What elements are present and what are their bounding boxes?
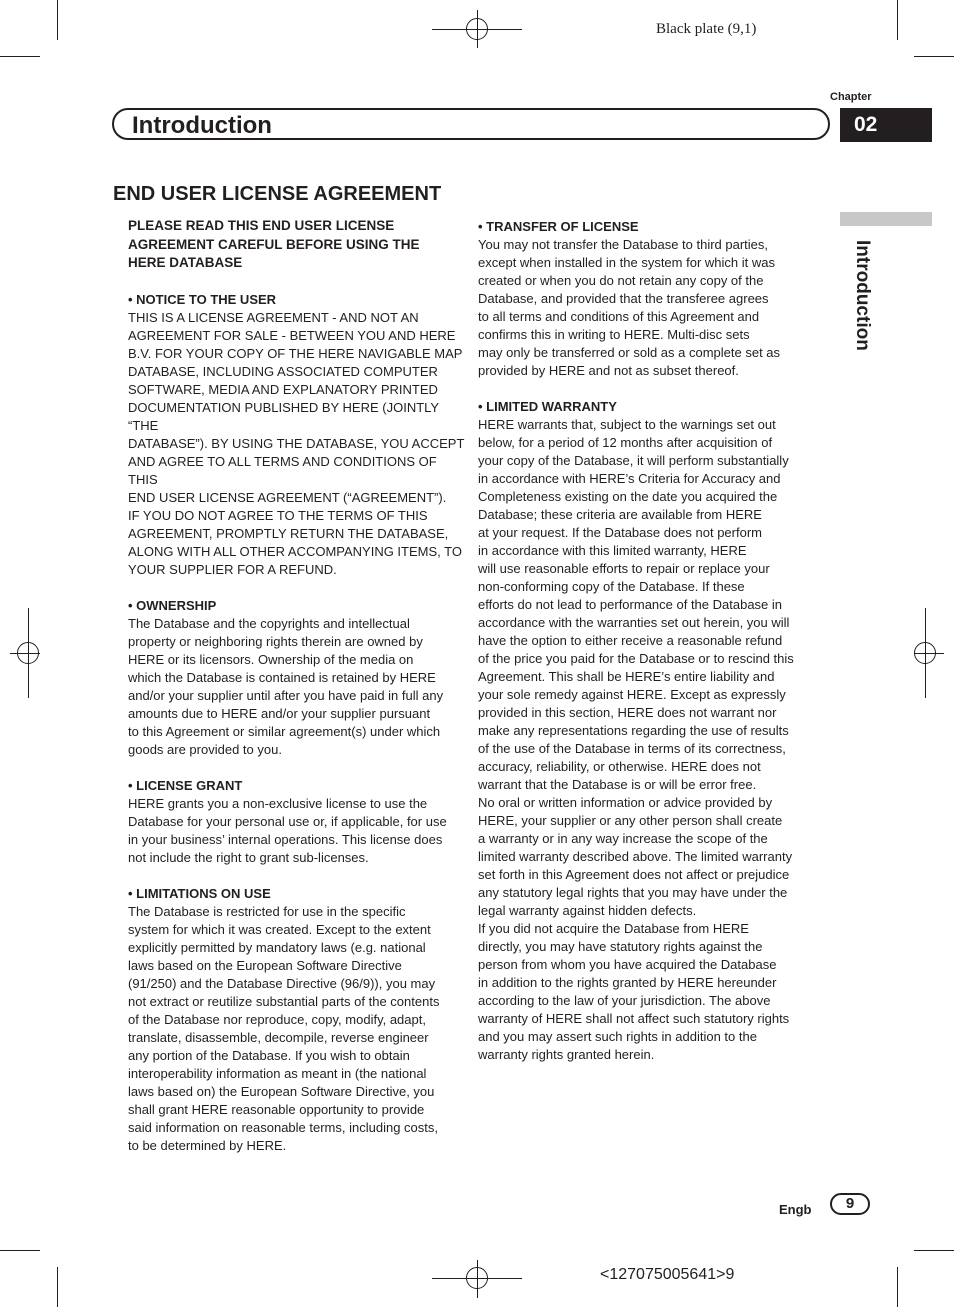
text-line: any portion of the Database. If you wish to obtain [128, 1047, 410, 1063]
text-line: limited warranty described above. The limited warranty [478, 849, 793, 864]
text-line: set forth in this Agreement does not affect or prejudice [478, 867, 790, 882]
text-line: to this Agreement or similar agreement(s) under which [128, 723, 441, 739]
left-column [128, 217, 468, 1155]
text-line: created or when you do not retain any copy of the [478, 273, 764, 288]
side-tab-label: Introduction [852, 240, 873, 351]
text-line: (91/250) and the Database Directive (96/9)), you may [128, 975, 436, 991]
text-line: your sole remedy against HERE. Except as expressly [478, 687, 786, 702]
crop-mark [897, 1267, 898, 1307]
text-line: HERE grants you a non-exclusive license to use the [128, 795, 428, 811]
text-line: warranty of HERE shall not affect such statutory rights [478, 1011, 790, 1026]
text-line: ALONG WITH ALL OTHER ACCOMPANYING ITEMS, TO [128, 543, 462, 559]
section-heading: • LICENSE GRANT [128, 777, 243, 793]
page-number: 9 [830, 1193, 870, 1215]
text-line: in addition to the rights granted by HERE hereunder [478, 975, 777, 990]
text-line: Completeness existing on the date you acquired the [478, 489, 778, 504]
text-line: accordance with the warranties set out herein, you will [478, 615, 790, 630]
intro-line: PLEASE READ THIS END USER LICENSE [128, 218, 395, 233]
text-line: HERE, your supplier or any other person shall create [478, 813, 783, 828]
page-heading: END USER LICENSE AGREEMENT [113, 183, 442, 205]
text-line: No oral or written information or advice provided by [478, 795, 773, 810]
text-line: HERE warrants that, subject to the warnings set out [478, 417, 776, 432]
text-line: The Database and the copyrights and intellectual [128, 615, 410, 631]
text-line: Database; these criteria are available from HERE [478, 507, 762, 522]
text-line: AGREEMENT FOR SALE - BETWEEN YOU AND HERE [128, 327, 456, 343]
text-line: of the price you paid for the Database or to rescind this [478, 651, 794, 666]
text-line: may only be transferred or sold as a complete set as [478, 345, 781, 360]
text-line: shall grant HERE reasonable opportunity to provide [128, 1101, 425, 1117]
text-line: system for which it was created. Except to the extent [128, 921, 431, 937]
text-line: to be determined by HERE. [128, 1137, 287, 1153]
text-line: will use reasonable efforts to repair or replace your [478, 561, 770, 576]
crop-mark [57, 0, 58, 40]
text-line: person from whom you have acquired the Database [478, 957, 777, 972]
text-line: Database, and provided that the transferee agrees [478, 291, 769, 306]
text-line: goods are provided to you. [128, 741, 282, 757]
text-line: except when installed in the system for which it was [478, 255, 775, 270]
right-column [478, 200, 823, 1064]
text-line: a warranty or in any way increase the scope of the [478, 831, 768, 846]
registration-mark-icon [914, 642, 936, 664]
text-line: at your request. If the Database does not perform [478, 525, 762, 540]
text-line: in your business’ internal operations. This license does [128, 831, 443, 847]
section-title-bar [112, 108, 830, 140]
chapter-label: Chapter [830, 91, 872, 103]
intro-line: AGREEMENT CAREFUL BEFORE USING THE [128, 236, 420, 252]
text-line: non-conforming copy of the Database. If these [478, 579, 745, 594]
crop-mark [57, 1267, 58, 1307]
text-line: to all terms and conditions of this Agreement and [478, 309, 760, 324]
text-line: according to the law of your jurisdiction. The above [478, 993, 771, 1008]
registration-mark-icon [17, 642, 39, 664]
text-line: and/or your supplier until after you have paid in full any [128, 687, 444, 703]
document-code: <127075005641>9 [600, 1266, 735, 1283]
text-line: explicitly permitted by mandatory laws (e.g. national [128, 939, 426, 955]
text-line: legal warranty against hidden defects. [478, 903, 697, 918]
text-line: in accordance with this limited warranty, HERE [478, 543, 747, 558]
text-line: confirms this in writing to HERE. Multi-disc sets [478, 327, 750, 342]
text-line: laws based on) the European Software Directive, you [128, 1083, 435, 1099]
chapter-number: 02 [840, 108, 932, 142]
intro-line: HERE DATABASE [128, 255, 243, 270]
text-line: your copy of the Database, it will perform substantially [478, 453, 789, 468]
section-heading: • TRANSFER OF LICENSE [478, 219, 639, 234]
text-line: DATABASE, INCLUDING ASSOCIATED COMPUTER [128, 363, 438, 379]
text-line: have the option to either receive a reasonable refund [478, 633, 783, 648]
text-line: of the Database nor reproduce, copy, modify, adapt, [128, 1011, 426, 1027]
text-line: efforts do not lead to performance of the Database in [478, 597, 783, 612]
text-line: in accordance with HERE’s Criteria for Accuracy and [478, 471, 781, 486]
text-line: AGREEMENT, PROMPTLY RETURN THE DATABASE, [128, 525, 449, 541]
crop-mark [914, 56, 954, 57]
registration-mark-icon [466, 18, 488, 40]
crop-mark [0, 56, 40, 57]
text-line: SOFTWARE, MEDIA AND EXPLANATORY PRINTED [128, 381, 438, 397]
text-line: amounts due to HERE and/or your supplier pursuant [128, 705, 431, 721]
text-line: IF YOU DO NOT AGREE TO THE TERMS OF THIS [128, 507, 428, 523]
text-line: not include the right to grant sub-licenses. [128, 849, 369, 865]
crop-mark [0, 1250, 40, 1251]
text-line: Database for your personal use or, if applicable, for use [128, 813, 447, 829]
text-line: of the use of the Database in terms of its correctness, [478, 741, 786, 756]
text-line: laws based on the European Software Directive [128, 957, 402, 973]
section-heading: • OWNERSHIP [128, 597, 217, 613]
text-line: directly, you may have statutory rights against the [478, 939, 763, 954]
crop-mark [897, 0, 898, 40]
text-line: make any representations regarding the use of results [478, 723, 789, 738]
text-line: DATABASE”). BY USING THE DATABASE, YOU ACCEPT [128, 435, 465, 451]
text-line: YOUR SUPPLIER FOR A REFUND. [128, 561, 337, 577]
text-line: warrant that the Database is or will be error free. [478, 777, 757, 792]
text-line: interoperability information as meant in (the national [128, 1065, 427, 1081]
text-line: B.V. FOR YOUR COPY OF THE HERE NAVIGABLE MAP [128, 345, 463, 361]
text-line: warranty rights granted herein. [478, 1047, 655, 1062]
text-line: HERE or its licensors. Ownership of the media on [128, 651, 414, 667]
text-line: Agreement. This shall be HERE’s entire liability and [478, 669, 775, 684]
text-line: You may not transfer the Database to third parties, [478, 237, 769, 252]
section-heading: • NOTICE TO THE USER [128, 291, 277, 307]
text-line: said information on reasonable terms, including costs, [128, 1119, 438, 1135]
section-title: Introduction [132, 112, 272, 139]
crop-mark [914, 1250, 954, 1251]
text-line: The Database is restricted for use in the specific [128, 903, 406, 919]
section-heading: • LIMITED WARRANTY [478, 399, 617, 414]
text-line: provided in this section, HERE does not warrant nor [478, 705, 777, 720]
section-heading: • LIMITATIONS ON USE [128, 885, 271, 901]
text-line: THIS IS A LICENSE AGREEMENT - AND NOT AN [128, 309, 419, 325]
registration-mark-icon [466, 1267, 488, 1289]
text-line: not extract or reutilize substantial parts of the contents [128, 993, 440, 1009]
text-line: END USER LICENSE AGREEMENT (“AGREEMENT”). [128, 489, 447, 505]
text-line: translate, disassemble, decompile, reverse engineer [128, 1029, 429, 1045]
text-line: If you did not acquire the Database from HERE [478, 921, 749, 936]
text-line: any statutory legal rights that you may have under the [478, 885, 788, 900]
footer-language: Engb [779, 1202, 812, 1217]
text-line: AND AGREE TO ALL TERMS AND CONDITIONS OF THIS [128, 453, 437, 487]
text-line: property or neighboring rights therein are owned by [128, 633, 423, 649]
plate-label: Black plate (9,1) [656, 21, 757, 37]
text-line: provided by HERE and not as subset thereof. [478, 363, 739, 378]
side-tab [845, 240, 875, 370]
text-line: accuracy, reliability, or otherwise. HERE does not [478, 759, 761, 774]
text-line: and you may assert such rights in addition to the [478, 1029, 757, 1044]
text-line: which the Database is contained is retained by HERE [128, 669, 436, 685]
side-tab-marker [840, 212, 932, 226]
text-line: DOCUMENTATION PUBLISHED BY HERE (JOINTLY “THE [128, 399, 439, 433]
text-line: below, for a period of 12 months after acquisition of [478, 435, 773, 450]
